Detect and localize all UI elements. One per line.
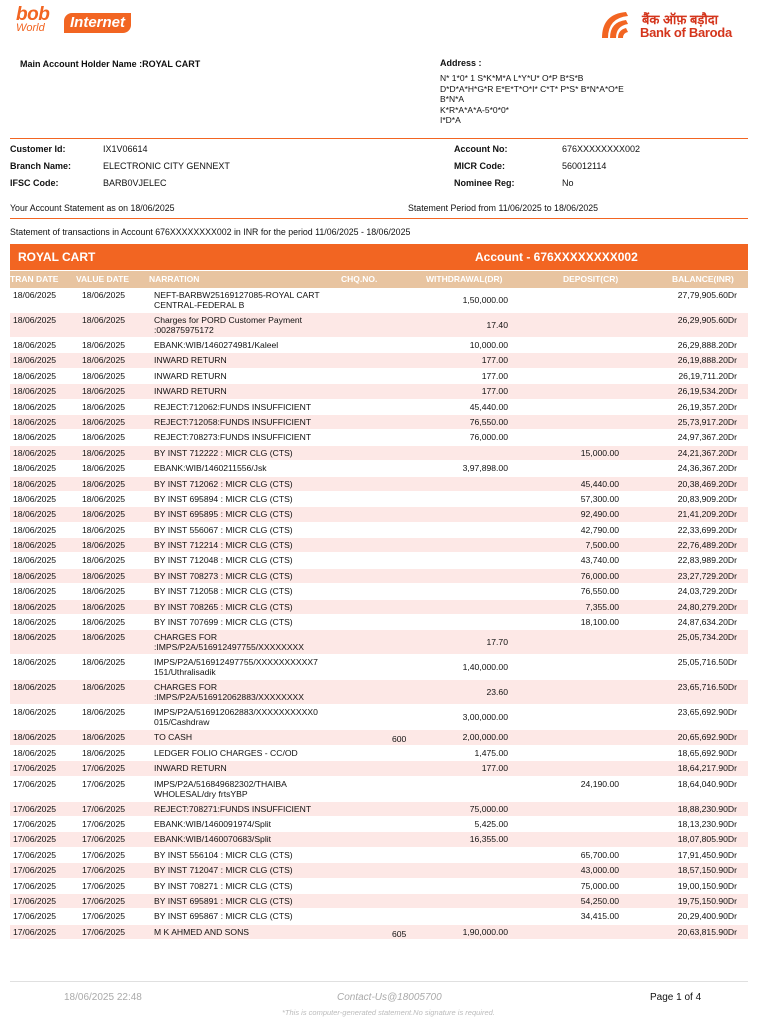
cell-value-date: 18/06/2025 <box>82 632 126 643</box>
statement-title-bar <box>10 244 748 270</box>
cell-narration: IMPS/P2A/516849682302/THAIBA WHOLESAL/dry frtsYBP <box>154 778 287 799</box>
cell-value-date: 18/06/2025 <box>82 540 126 551</box>
cell-balance: 25,05,716.50Dr <box>677 657 737 668</box>
table-row <box>10 353 748 368</box>
micr-code-value: 560012114 <box>562 161 607 171</box>
cell-tran-date: 18/06/2025 <box>13 290 57 300</box>
cell-narration: BY INST 712062 : MICR CLG (CTS) <box>154 478 293 489</box>
nominee-reg-label: Nominee Reg: <box>454 178 515 188</box>
statement-as-on: Your Account Statement as on 18/06/2025 <box>10 203 175 213</box>
table-row <box>10 630 748 655</box>
cell-tran-date: 18/06/2025 <box>13 340 57 350</box>
table-row <box>10 879 748 894</box>
cell-narration: EBANK:WIB/1460070683/Split <box>154 834 272 845</box>
cell-value-date: 17/06/2025 <box>82 849 126 860</box>
cell-balance: 20,65,692.90Dr <box>677 732 737 743</box>
branch-name-value: ELECTRONIC CITY GENNEXT <box>103 161 230 171</box>
footer-note: *This is computer-generated statement.No signature is required. <box>282 1008 495 1017</box>
table-row <box>10 415 748 430</box>
cell-value-date: 18/06/2025 <box>82 524 126 535</box>
cell-tran-date: 18/06/2025 <box>13 707 57 718</box>
cell-deposit: 34,415.00 <box>580 911 619 922</box>
cell-balance: 19,75,150.90Dr <box>677 895 737 906</box>
cell-balance: 26,29,905.60Dr <box>677 315 737 325</box>
cell-value-date: 18/06/2025 <box>82 617 126 628</box>
cell-balance: 22,76,489.20Dr <box>677 540 737 551</box>
cell-tran-date: 18/06/2025 <box>13 570 57 581</box>
table-row <box>10 477 748 492</box>
account-holder-name: Main Account Holder Name :ROYAL CART <box>20 59 201 69</box>
cell-value-date: 18/06/2025 <box>82 401 126 412</box>
table-row <box>10 338 748 353</box>
table-row <box>10 817 748 832</box>
footer-divider <box>10 981 748 982</box>
cell-narration: BY INST 556104 : MICR CLG (CTS) <box>154 849 293 860</box>
customer-id-value: IX1V06614 <box>103 144 148 154</box>
cell-withdrawal: 45,440.00 <box>469 401 508 412</box>
cell-value-date: 18/06/2025 <box>82 447 126 458</box>
cell-tran-date: 18/06/2025 <box>13 524 57 535</box>
cell-value-date: 18/06/2025 <box>82 493 126 504</box>
table-row <box>10 553 748 568</box>
cell-narration: Charges for PORD Customer Payment :002875975172 <box>154 315 303 335</box>
cell-balance: 26,19,711.20Dr <box>678 370 737 381</box>
cell-deposit: 57,300.00 <box>580 493 619 504</box>
cell-value-date: 18/06/2025 <box>82 355 126 366</box>
cell-narration: REJECT:712062:FUNDS INSUFFICIENT <box>154 401 312 412</box>
cell-narration: BY INST 712214 : MICR CLG (CTS) <box>154 540 293 551</box>
table-row <box>10 600 748 615</box>
cell-tran-date: 18/06/2025 <box>13 463 57 474</box>
cell-balance: 26,19,534.20Dr <box>677 386 737 397</box>
cell-balance: 24,80,279.20Dr <box>677 601 737 612</box>
cell-value-date: 18/06/2025 <box>82 732 126 743</box>
cell-balance: 27,79,905.60Dr <box>677 290 737 300</box>
cell-value-date: 18/06/2025 <box>82 416 126 427</box>
footer-contact: Contact-Us@18005700 <box>337 992 442 1003</box>
table-row <box>10 705 748 730</box>
cell-value-date: 18/06/2025 <box>82 432 126 443</box>
cell-deposit: 15,000.00 <box>580 447 619 458</box>
customer-id-label: Customer Id: <box>10 144 66 154</box>
bank-name-english: Bank of Baroda <box>640 25 732 40</box>
cell-tran-date: 17/06/2025 <box>13 849 57 860</box>
cell-narration: CHARGES FOR :IMPS/P2A/516912062883/XXXXXXXX <box>154 682 305 703</box>
cell-value-date: 18/06/2025 <box>82 682 126 693</box>
bank-of-baroda-logo <box>598 8 732 42</box>
cell-value-date: 18/06/2025 <box>82 509 126 520</box>
table-row <box>10 777 748 802</box>
cell-narration: BY INST 708273 : MICR CLG (CTS) <box>154 570 293 581</box>
cell-balance: 18,13,230.90Dr <box>677 818 737 829</box>
cell-balance: 18,57,150.90Dr <box>677 865 737 876</box>
cell-balance: 20,63,815.90Dr <box>677 926 737 937</box>
cell-balance: 18,65,692.90Dr <box>677 747 737 758</box>
table-row <box>10 313 748 338</box>
statement-period: Statement Period from 11/06/2025 to 18/06/2025 <box>408 203 599 213</box>
cell-narration: INWARD RETURN <box>154 370 227 381</box>
cell-withdrawal: 17.40 <box>486 320 508 330</box>
cell-withdrawal: 1,475.00 <box>474 747 508 758</box>
cell-tran-date: 18/06/2025 <box>13 432 57 443</box>
cell-narration: BY INST 695894 : MICR CLG (CTS) <box>154 493 293 504</box>
table-row <box>10 655 748 680</box>
cell-tran-date: 18/06/2025 <box>13 540 57 551</box>
branch-name-label: Branch Name: <box>10 161 72 171</box>
table-row <box>10 909 748 924</box>
cell-balance: 24,87,634.20Dr <box>677 617 737 628</box>
table-row <box>10 507 748 522</box>
cell-value-date: 18/06/2025 <box>82 386 126 397</box>
footer-page-number: Page 1 of 4 <box>650 992 702 1003</box>
cell-tran-date: 17/06/2025 <box>13 911 57 922</box>
address-label: Address : <box>440 58 482 68</box>
cell-balance: 26,19,888.20Dr <box>677 355 737 366</box>
cell-withdrawal: 5,425.00 <box>474 818 508 829</box>
cell-chq-no: 605 <box>392 928 407 939</box>
cell-narration: REJECT:708271:FUNDS INSUFFICIENT <box>154 803 312 814</box>
table-row <box>10 430 748 445</box>
bank-name-hindi: बैंक ऑफ़ बड़ौदा <box>642 12 718 27</box>
cell-deposit: 43,000.00 <box>580 865 619 876</box>
cell-tran-date: 18/06/2025 <box>13 682 57 693</box>
table-row <box>10 925 748 940</box>
cell-balance: 18,88,230.90Dr <box>677 803 737 814</box>
cell-withdrawal: 1,90,000.00 <box>462 926 508 937</box>
cell-tran-date: 17/06/2025 <box>13 803 57 814</box>
cell-tran-date: 18/06/2025 <box>13 617 57 628</box>
cell-value-date: 17/06/2025 <box>82 926 126 937</box>
cell-narration: BY INST 712222 : MICR CLG (CTS) <box>154 447 293 458</box>
cell-narration: LEDGER FOLIO CHARGES - CC/OD <box>154 747 298 758</box>
cell-tran-date: 18/06/2025 <box>13 601 57 612</box>
table-row <box>10 523 748 538</box>
address-line: K*R*A*A*A-5*0*0* <box>440 104 509 115</box>
cell-withdrawal: 1,40,000.00 <box>462 662 508 673</box>
table-row <box>10 569 748 584</box>
cell-tran-date: 18/06/2025 <box>13 416 57 427</box>
cell-tran-date: 17/06/2025 <box>13 880 57 891</box>
table-row <box>10 538 748 553</box>
cell-narration: INWARD RETURN <box>154 355 227 366</box>
cell-withdrawal: 177.00 <box>481 370 508 381</box>
cell-deposit: 43,740.00 <box>580 555 619 566</box>
cell-narration: BY INST 556067 : MICR CLG (CTS) <box>154 524 293 535</box>
col-withdrawal: WITHDRAWAL(DR) <box>426 274 503 284</box>
cell-tran-date: 18/06/2025 <box>13 586 57 597</box>
cell-withdrawal: 3,00,000.00 <box>462 712 508 723</box>
cell-narration: NEFT-BARBW25169127085-ROYAL CART CENTRAL-FEDERAL B <box>154 290 320 310</box>
cell-narration: BY INST 695895 : MICR CLG (CTS) <box>154 509 293 520</box>
cell-value-date: 18/06/2025 <box>82 747 126 758</box>
cell-balance: 17,91,450.90Dr <box>677 849 737 860</box>
cell-value-date: 18/06/2025 <box>82 463 126 474</box>
table-row <box>10 863 748 878</box>
table-row <box>10 584 748 599</box>
table-row <box>10 492 748 507</box>
col-deposit: DEPOSIT(CR) <box>563 274 619 284</box>
table-row <box>10 746 748 761</box>
cell-balance: 18,07,805.90Dr <box>677 834 737 845</box>
table-row <box>10 680 748 705</box>
internet-badge: Internet <box>64 13 131 33</box>
world-logo-text: World <box>16 22 45 34</box>
cell-tran-date: 18/06/2025 <box>13 355 57 366</box>
cell-tran-date: 18/06/2025 <box>13 315 57 325</box>
cell-withdrawal: 17.70 <box>486 637 508 648</box>
cell-balance: 24,36,367.20Dr <box>677 463 737 474</box>
cell-balance: 21,41,209.20Dr <box>677 509 737 520</box>
table-row <box>10 832 748 847</box>
account-number-title: Account - 676XXXXXXXX002 <box>475 250 638 264</box>
bob-world-logo <box>16 6 49 34</box>
cell-balance: 25,05,734.20Dr <box>677 632 737 643</box>
cell-tran-date: 18/06/2025 <box>13 747 57 758</box>
cell-balance: 23,27,729.20Dr <box>677 570 737 581</box>
account-no-value: 676XXXXXXXX002 <box>562 144 641 154</box>
cell-value-date: 17/06/2025 <box>82 880 126 891</box>
cell-value-date: 17/06/2025 <box>82 911 126 922</box>
cell-tran-date: 18/06/2025 <box>13 732 57 743</box>
cell-value-date: 18/06/2025 <box>82 370 126 381</box>
footer-datetime: 18/06/2025 22:48 <box>64 992 142 1003</box>
cell-value-date: 17/06/2025 <box>82 834 126 845</box>
cell-value-date: 18/06/2025 <box>82 601 126 612</box>
account-no-label: Account No: <box>454 144 508 154</box>
cell-deposit: 76,550.00 <box>580 586 619 597</box>
cell-balance: 24,97,367.20Dr <box>677 432 737 443</box>
cell-balance: 22,33,699.20Dr <box>677 524 737 535</box>
ifsc-code-label: IFSC Code: <box>10 178 59 188</box>
cell-narration: M K AHMED AND SONS <box>154 926 250 937</box>
table-row <box>10 615 748 630</box>
cell-balance: 23,65,692.90Dr <box>677 707 737 718</box>
cell-narration: BY INST 708271 : MICR CLG (CTS) <box>154 880 293 891</box>
cell-value-date: 18/06/2025 <box>82 315 126 325</box>
cell-narration: BY INST 695867 : MICR CLG (CTS) <box>154 911 293 922</box>
cell-deposit: 18,100.00 <box>580 617 619 628</box>
cell-narration: CHARGES FOR :IMPS/P2A/516912497755/XXXXXXXX <box>154 632 305 653</box>
cell-balance: 18,64,040.90Dr <box>677 778 737 789</box>
cell-value-date: 18/06/2025 <box>82 657 126 668</box>
cell-balance: 26,29,888.20Dr <box>677 340 737 350</box>
cell-deposit: 7,500.00 <box>585 540 619 551</box>
address-block <box>440 73 624 126</box>
cell-tran-date: 18/06/2025 <box>13 478 57 489</box>
cell-balance: 25,73,917.20Dr <box>677 416 737 427</box>
cell-value-date: 18/06/2025 <box>82 570 126 581</box>
table-row <box>10 446 748 461</box>
divider <box>10 138 748 139</box>
address-line: B*N*A <box>440 94 465 104</box>
cell-deposit: 7,355.00 <box>585 601 619 612</box>
cell-value-date: 17/06/2025 <box>82 865 126 876</box>
cell-tran-date: 18/06/2025 <box>13 493 57 504</box>
cell-withdrawal: 75,000.00 <box>469 803 508 814</box>
cell-deposit: 54,250.00 <box>580 895 619 906</box>
table-row <box>10 400 748 415</box>
cell-value-date: 18/06/2025 <box>82 478 126 489</box>
cell-deposit: 42,790.00 <box>580 524 619 535</box>
cell-value-date: 18/06/2025 <box>82 707 126 718</box>
cell-tran-date: 17/06/2025 <box>13 763 57 774</box>
table-row <box>10 802 748 817</box>
cell-tran-date: 18/06/2025 <box>13 370 57 381</box>
cell-narration: BY INST 695891 : MICR CLG (CTS) <box>154 895 293 906</box>
cell-narration: IMPS/P2A/516912497755/XXXXXXXXXX7 151/Uthralisadik <box>154 657 318 678</box>
cell-deposit: 75,000.00 <box>580 880 619 891</box>
col-value-date: VALUE DATE <box>76 274 130 284</box>
cell-withdrawal: 177.00 <box>481 386 508 397</box>
divider <box>10 218 748 219</box>
cell-tran-date: 17/06/2025 <box>13 834 57 845</box>
col-balance: BALANCE(INR) <box>672 274 734 284</box>
cell-narration: EBANK:WIB/1460274981/Kaleel <box>154 340 279 350</box>
cell-tran-date: 17/06/2025 <box>13 778 57 789</box>
cell-withdrawal: 3,97,898.00 <box>462 463 508 474</box>
cell-balance: 20,83,909.20Dr <box>677 493 737 504</box>
cell-deposit: 92,490.00 <box>580 509 619 520</box>
table-row <box>10 894 748 909</box>
table-row <box>10 369 748 384</box>
cell-narration: BY INST 712058 : MICR CLG (CTS) <box>154 586 293 597</box>
cell-tran-date: 18/06/2025 <box>13 386 57 397</box>
cell-narration: REJECT:708273:FUNDS INSUFFICIENT <box>154 432 312 443</box>
cell-value-date: 18/06/2025 <box>82 555 126 566</box>
cell-chq-no: 600 <box>392 734 407 745</box>
cell-balance: 18,64,217.90Dr <box>677 763 737 774</box>
cell-narration: INWARD RETURN <box>154 763 227 774</box>
cell-tran-date: 17/06/2025 <box>13 865 57 876</box>
cell-withdrawal: 10,000.00 <box>469 340 508 350</box>
cell-tran-date: 17/06/2025 <box>13 895 57 906</box>
cell-withdrawal: 76,550.00 <box>469 416 508 427</box>
cell-value-date: 17/06/2025 <box>82 803 126 814</box>
cell-withdrawal: 76,000.00 <box>469 432 508 443</box>
cell-withdrawal: 16,355.00 <box>469 834 508 845</box>
cell-balance: 19,00,150.90Dr <box>677 880 737 891</box>
address-line: D*D*A*H*G*R E*E*T*O*I* C*T* P*S* B*N*A*O*E <box>440 83 624 94</box>
cell-narration: TO CASH <box>154 732 193 743</box>
cell-balance: 23,65,716.50Dr <box>677 682 737 693</box>
cell-value-date: 17/06/2025 <box>82 778 126 789</box>
cell-tran-date: 18/06/2025 <box>13 447 57 458</box>
table-row <box>10 461 748 476</box>
address-line: I*D*A <box>440 115 461 125</box>
cell-withdrawal: 1,50,000.00 <box>462 295 508 305</box>
cell-narration: REJECT:712058:FUNDS INSUFFICIENT <box>154 416 312 427</box>
cell-narration: EBANK:WIB/1460211556/Jsk <box>154 463 267 474</box>
cell-value-date: 18/06/2025 <box>82 340 126 350</box>
table-row <box>10 848 748 863</box>
table-row <box>10 384 748 399</box>
address-line: N* 1*0* 1 S*K*M*A L*Y*U* O*P B*S*B <box>440 73 584 83</box>
table-row <box>10 730 748 745</box>
cell-value-date: 18/06/2025 <box>82 290 126 300</box>
cell-narration: IMPS/P2A/516912062883/XXXXXXXXXX0 015/Cashdraw <box>154 707 318 728</box>
cell-withdrawal: 23.60 <box>486 687 508 698</box>
col-narration: NARRATION <box>149 274 200 284</box>
cell-narration: EBANK:WIB/1460091974/Split <box>154 818 272 829</box>
cell-balance: 20,29,400.90Dr <box>677 911 737 922</box>
cell-narration: BY INST 712047 : MICR CLG (CTS) <box>154 865 293 876</box>
cell-balance: 20,38,469.20Dr <box>677 478 737 489</box>
cell-deposit: 45,440.00 <box>580 478 619 489</box>
micr-code-label: MICR Code: <box>454 161 505 171</box>
ifsc-code-value: BARB0VJELEC <box>103 178 167 188</box>
cell-tran-date: 18/06/2025 <box>13 509 57 520</box>
cell-tran-date: 18/06/2025 <box>13 555 57 566</box>
cell-deposit: 24,190.00 <box>580 778 619 789</box>
table-header <box>10 271 748 288</box>
cell-narration: BY INST 707699 : MICR CLG (CTS) <box>154 617 293 628</box>
cell-value-date: 18/06/2025 <box>82 586 126 597</box>
cell-deposit: 65,700.00 <box>580 849 619 860</box>
col-chq-no: CHQ.NO. <box>341 274 378 284</box>
cell-balance: 24,03,729.20Dr <box>677 586 737 597</box>
cell-tran-date: 18/06/2025 <box>13 632 57 643</box>
cell-narration: BY INST 712048 : MICR CLG (CTS) <box>154 555 293 566</box>
cell-balance: 24,21,367.20Dr <box>677 447 737 458</box>
cell-value-date: 17/06/2025 <box>82 818 126 829</box>
transactions-table <box>10 288 748 940</box>
statement-description: Statement of transactions in Account 676XXXXXXXX002 in INR for the period 11/06/2025 - 18/06/2025 <box>10 227 411 237</box>
cell-value-date: 17/06/2025 <box>82 895 126 906</box>
cell-tran-date: 18/06/2025 <box>13 657 57 668</box>
cell-balance: 22,83,989.20Dr <box>677 555 737 566</box>
cell-tran-date: 18/06/2025 <box>13 401 57 412</box>
cell-narration: BY INST 708265 : MICR CLG (CTS) <box>154 601 293 612</box>
cell-withdrawal: 177.00 <box>481 355 508 366</box>
baroda-sun-icon <box>598 8 632 42</box>
table-row <box>10 761 748 776</box>
cell-narration: INWARD RETURN <box>154 386 227 397</box>
cell-balance: 26,19,357.20Dr <box>677 401 737 412</box>
nominee-reg-value: No <box>562 178 574 188</box>
bob-logo-text: bob <box>16 4 50 25</box>
account-name-title: ROYAL CART <box>18 250 96 264</box>
cell-deposit: 76,000.00 <box>580 570 619 581</box>
cell-tran-date: 17/06/2025 <box>13 818 57 829</box>
cell-tran-date: 17/06/2025 <box>13 926 57 937</box>
col-tran-date: TRAN DATE <box>10 274 59 284</box>
table-row <box>10 288 748 313</box>
cell-value-date: 17/06/2025 <box>82 763 126 774</box>
cell-withdrawal: 177.00 <box>481 763 508 774</box>
cell-withdrawal: 2,00,000.00 <box>462 732 508 743</box>
